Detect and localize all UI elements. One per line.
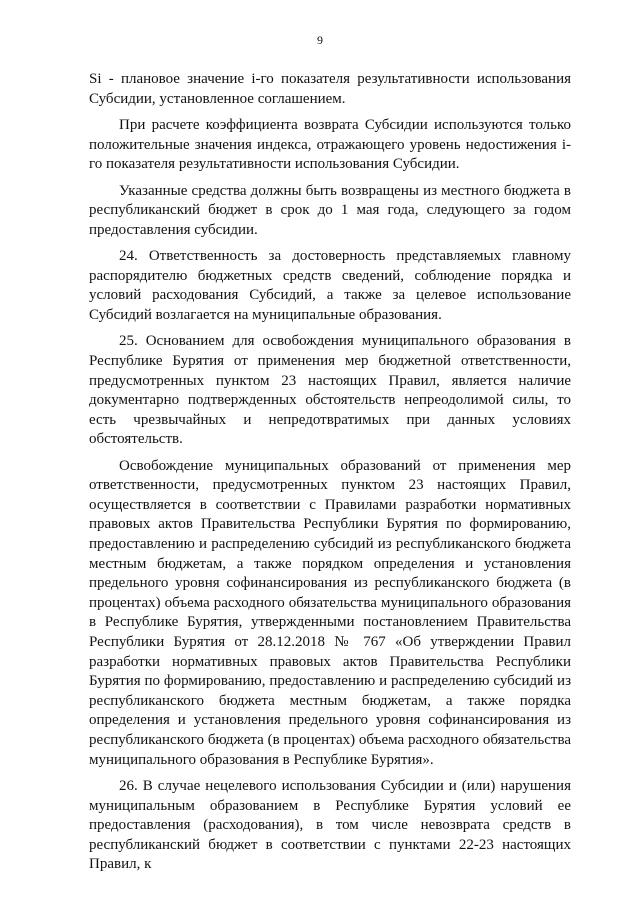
paragraph-25-exemption-basis: 25. Основанием для освобождения муниципального образования в Республике Бурятия от применения мер бюджетной ответственности, предусмотренных пунктом 23 настоящих Правил, является наличие документарно подтвержденных обстоятельств непреодолимой силы, то есть чрезвычайных и непредотвратимых при данных условиях обстоятельств. <box>89 333 571 448</box>
document-body <box>89 70 571 882</box>
paragraph-coefficient-note: При расчете коэффициента возврата Субсидии используются только положительные значения индекса, отражающего уровень недостижения i-го показателя результативности использования Субсидии. <box>89 116 571 173</box>
page-number: 9 <box>317 33 323 47</box>
paragraph-24-responsibility: 24. Ответственность за достоверность представляемых главному распорядителю бюджетных средств сведений, соблюдение порядка и условий расходования Субсидий, а также за целевое использование Субсидий возлагается на муниципальные образования. <box>89 248 571 323</box>
paragraph-refund-deadline: Указанные средства должны быть возвращены из местного бюджета в республиканский бюджет в срок до 1 мая года, следующего за годом предоставления субсидии. <box>89 182 571 238</box>
paragraph-26-misuse: 26. В случае нецелевого использования Субсидии и (или) нарушения муниципальным образованием в Республике Бурятия условий ее предоставления (расходования), в том числе невозврата средств в республиканский бюджет в соответствии с пунктами 22-23 настоящих Правил, к <box>89 777 571 873</box>
paragraph-si-definition: Si - плановое значение i-го показателя результативности использования Субсидии, установленное соглашением. <box>89 71 571 107</box>
paragraph-exemption-procedure: Освобождение муниципальных образований от применения мер ответственности, предусмотренных пунктом 23 настоящих Правил, осуществляется в соответствии с Правилами разработки нормативных правовых актов Правительства Республики Бурятия по формированию, предоставлению и распределению субсидий из республиканского бюджета местным бюджетам, а также порядком определения и установления предельного уровня софинансирования из республиканского бюджета (в процентах) объема расходного обязательства муниципального образования в Республике Бурятия, утвержденными постановлением Правительства Республики Бурятия от 28.12.2018 № 767 «Об утверждении Правил разработки нормативных правовых актов Правительства Республики Бурятия по формированию, предоставлению и распределению субсидий из республиканского бюджета местным бюджетам, а также порядка определения и установления предельного уровня софинансирования из республиканского бюджета (в процентах) объема расходного обязательства муниципального образования в Республике Бурятия». <box>89 457 571 768</box>
